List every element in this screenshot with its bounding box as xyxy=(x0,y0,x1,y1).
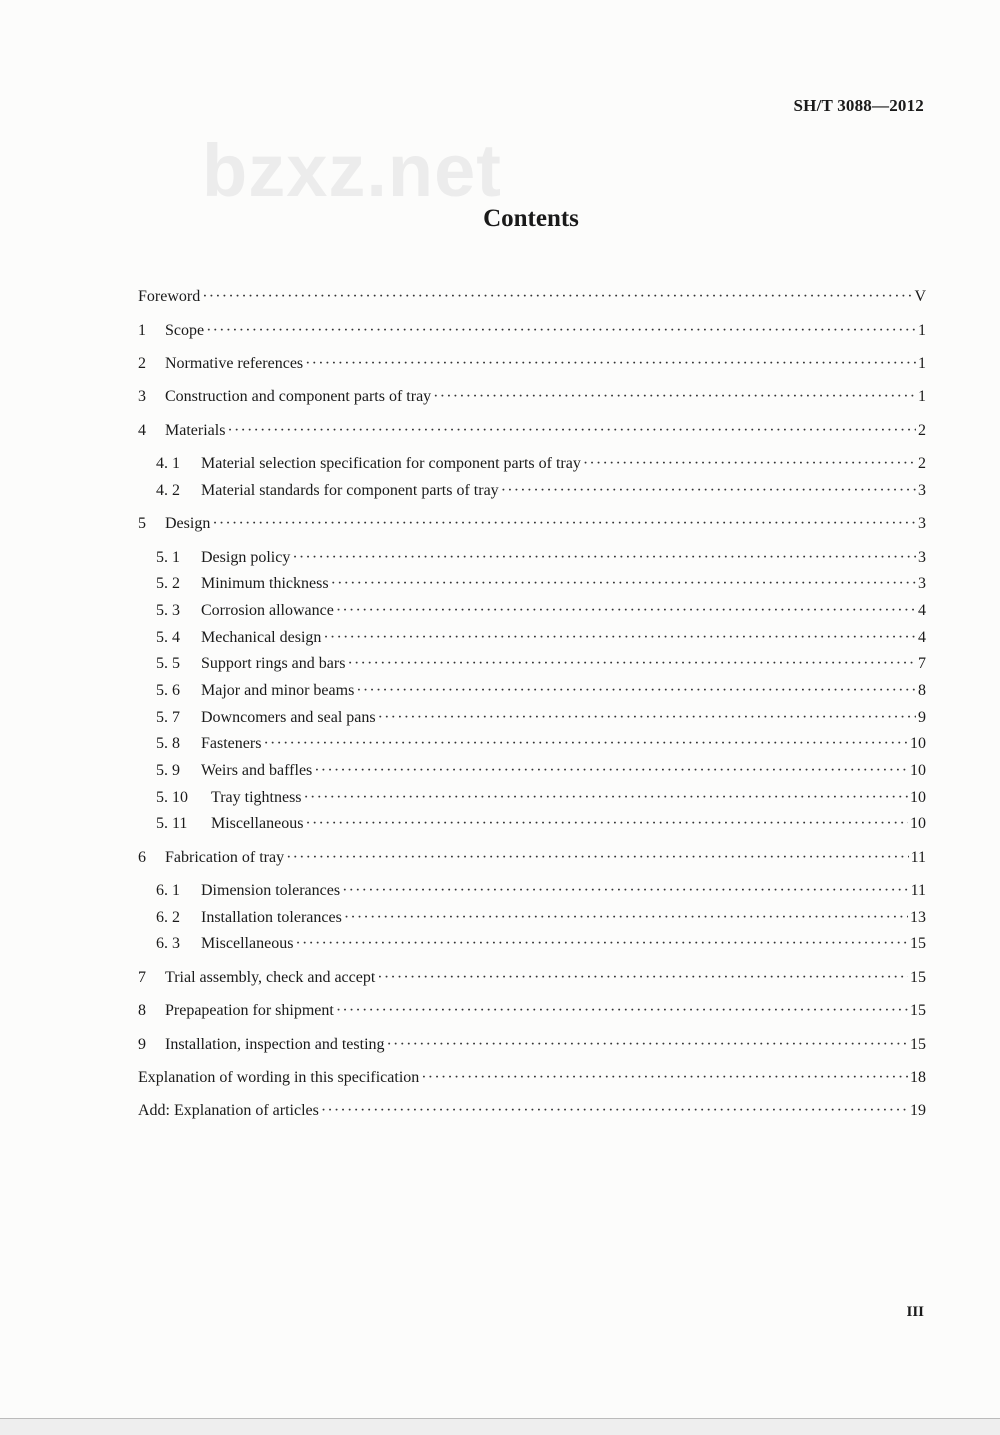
toc-entry-page: 10 xyxy=(910,815,926,832)
toc-subentry[interactable] xyxy=(156,679,926,703)
toc-entry-page: 3 xyxy=(918,575,926,592)
toc-subentry[interactable] xyxy=(156,479,926,503)
toc-entry-number: 5. 9 xyxy=(156,762,180,779)
toc-entry-number: 6 xyxy=(138,849,146,866)
toc-entry[interactable] xyxy=(138,319,926,343)
toc-entry-label: Corrosion allowance xyxy=(201,602,334,619)
toc-entry-label: Miscellaneous xyxy=(201,935,294,952)
toc-entry-page: 8 xyxy=(918,682,926,699)
toc-entry-label: Miscellaneous xyxy=(211,815,304,832)
toc-entry-label: Foreword xyxy=(138,288,201,305)
dot-leader xyxy=(305,352,916,376)
toc-entry-number: 5. 2 xyxy=(156,575,180,592)
dot-leader xyxy=(387,1033,908,1057)
toc-entry-number: 6. 2 xyxy=(156,909,180,926)
toc-entry[interactable] xyxy=(138,419,926,443)
toc-entry-number: 9 xyxy=(138,1036,146,1053)
toc-entry[interactable] xyxy=(138,512,926,536)
toc-entry-number: 5. 6 xyxy=(156,682,180,699)
toc-entry-page: 1 xyxy=(918,355,926,372)
toc-subentry[interactable] xyxy=(156,906,926,930)
standard-code: SH/T 3088—2012 xyxy=(793,96,924,115)
dot-leader xyxy=(305,812,908,836)
toc-subentry[interactable] xyxy=(156,732,926,756)
toc-entry[interactable] xyxy=(138,385,926,409)
toc-entry-page: 3 xyxy=(918,482,926,499)
toc-entry-page: 18 xyxy=(910,1069,926,1086)
toc-entry-number: 1 xyxy=(138,322,146,339)
toc-entry-number: 5. 1 xyxy=(156,549,180,566)
dot-leader xyxy=(336,999,908,1023)
dot-leader xyxy=(583,452,916,476)
toc-entry-label: Installation, inspection and testing xyxy=(165,1036,385,1053)
toc-subentry[interactable] xyxy=(156,759,926,783)
toc-entry-number: 5. 11 xyxy=(156,815,188,832)
toc-entry-page: 15 xyxy=(910,1036,926,1053)
toc-entry-label: Weirs and baffles xyxy=(201,762,313,779)
toc-entry-label: Fabrication of tray xyxy=(165,849,285,866)
toc-entry-number: 5. 5 xyxy=(156,655,180,672)
dot-leader xyxy=(295,932,908,956)
toc-entry-label: Construction and component parts of tray xyxy=(165,388,432,405)
toc-entry[interactable] xyxy=(138,846,926,870)
toc-entry-label: Design xyxy=(165,515,211,532)
toc-entry-label: Dimension tolerances xyxy=(201,882,341,899)
toc-entry-page: 15 xyxy=(910,1002,926,1019)
toc-entry[interactable] xyxy=(138,999,926,1023)
dot-leader xyxy=(212,512,916,536)
toc-entry-number: 5. 7 xyxy=(156,709,180,726)
dot-leader xyxy=(347,652,916,676)
toc-entry-label: Scope xyxy=(165,322,205,339)
toc-entry-label: Material selection specification for component parts of tray xyxy=(201,455,581,472)
toc-entry-explanation-articles[interactable] xyxy=(138,1099,926,1123)
toc-entry-label: Downcomers and seal pans xyxy=(201,709,376,726)
toc-entry-label: Prepapeation for shipment xyxy=(165,1002,334,1019)
toc-entry-page: V xyxy=(914,288,926,305)
dot-leader xyxy=(501,479,916,503)
toc-entry-label: Installation tolerances xyxy=(201,909,342,926)
toc-entry[interactable] xyxy=(138,352,926,376)
dot-leader xyxy=(344,906,908,930)
toc-entry-page: 3 xyxy=(918,549,926,566)
toc-entry-page: 4 xyxy=(918,602,926,619)
toc-entry-label: Support rings and bars xyxy=(201,655,346,672)
toc-entry-label: Design policy xyxy=(201,549,291,566)
toc-entry-number: 7 xyxy=(138,969,146,986)
toc-entry-number: 5. 4 xyxy=(156,629,180,646)
toc-subentry[interactable] xyxy=(156,452,926,476)
dot-leader xyxy=(321,1099,908,1123)
toc-subentry[interactable] xyxy=(156,572,926,596)
page-number: III xyxy=(906,1304,924,1320)
toc-entry-number: 6. 3 xyxy=(156,935,180,952)
toc-subentry[interactable] xyxy=(156,546,926,570)
toc-entry-page: 10 xyxy=(910,735,926,752)
toc-entry-label: Explanation of wording in this specification xyxy=(138,1069,420,1086)
dot-leader xyxy=(206,319,916,343)
toc-entry-explanation-wording[interactable] xyxy=(138,1066,926,1090)
dot-leader xyxy=(286,846,909,870)
toc-entry-label: Add: Explanation of articles xyxy=(138,1102,319,1119)
toc-entry-page: 3 xyxy=(918,515,926,532)
toc-subentry[interactable] xyxy=(156,812,926,836)
toc-entry-number: 5. 10 xyxy=(156,789,188,806)
dot-leader xyxy=(314,759,908,783)
toc-entry-page: 7 xyxy=(918,655,926,672)
toc-entry-page: 11 xyxy=(910,849,926,866)
toc-subentry[interactable] xyxy=(156,932,926,956)
toc-entry-page: 13 xyxy=(910,909,926,926)
dot-leader xyxy=(433,385,916,409)
toc-entry-number: 5 xyxy=(138,515,146,532)
toc-entry[interactable] xyxy=(138,1033,926,1057)
dot-leader xyxy=(342,879,909,903)
toc-entry-label: Normative references xyxy=(165,355,304,372)
toc-entry-number: 5. 3 xyxy=(156,602,180,619)
page-title: Contents xyxy=(483,205,579,232)
toc-entry-page: 1 xyxy=(918,322,926,339)
toc-entry-label: Fasteners xyxy=(201,735,262,752)
dot-leader xyxy=(378,706,916,730)
dot-leader xyxy=(331,572,916,596)
scan-edge xyxy=(0,1418,1000,1435)
toc-entry-number: 8 xyxy=(138,1002,146,1019)
toc-entry-number: 3 xyxy=(138,388,146,405)
dot-leader xyxy=(377,966,908,990)
toc-entry-page: 10 xyxy=(910,789,926,806)
toc-subentry[interactable] xyxy=(156,786,926,810)
toc-entry-foreword[interactable] xyxy=(138,285,926,309)
toc-entry-page: 2 xyxy=(918,422,926,439)
dot-leader xyxy=(202,285,912,309)
toc-entry-page: 11 xyxy=(910,882,926,899)
toc-entry-number: 2 xyxy=(138,355,146,372)
watermark: bzxz.net xyxy=(202,129,502,212)
toc-entry-page: 1 xyxy=(918,388,926,405)
toc-entry-label: Mechanical design xyxy=(201,629,322,646)
toc-entry-number: 5. 8 xyxy=(156,735,180,752)
dot-leader xyxy=(227,419,916,443)
toc-subentry[interactable] xyxy=(156,599,926,623)
toc-entry-label: Minimum thickness xyxy=(201,575,329,592)
toc-entry-label: Trial assembly, check and accept xyxy=(165,969,376,986)
toc-entry-number: 4. 1 xyxy=(156,455,180,472)
toc-subentry[interactable] xyxy=(156,879,926,903)
toc-entry-page: 10 xyxy=(910,762,926,779)
toc-subentry[interactable] xyxy=(156,652,926,676)
toc-subentry[interactable] xyxy=(156,706,926,730)
toc-entry-page: 19 xyxy=(910,1102,926,1119)
toc-entry-page: 15 xyxy=(910,969,926,986)
toc-entry-number: 4. 2 xyxy=(156,482,180,499)
dot-leader xyxy=(292,546,916,570)
dot-leader xyxy=(356,679,916,703)
toc-entry-label: Material standards for component parts of tray xyxy=(201,482,499,499)
dot-leader xyxy=(304,786,908,810)
toc-entry-number: 4 xyxy=(138,422,146,439)
dot-leader xyxy=(336,599,916,623)
dot-leader xyxy=(421,1066,908,1090)
toc-entry-number: 6. 1 xyxy=(156,882,180,899)
toc-subentry[interactable] xyxy=(156,626,926,650)
dot-leader xyxy=(263,732,908,756)
toc-entry[interactable] xyxy=(138,966,926,990)
toc-entry-label: Tray tightness xyxy=(211,789,302,806)
toc-entry-page: 2 xyxy=(918,455,926,472)
toc-entry-page: 9 xyxy=(918,709,926,726)
toc-entry-label: Materials xyxy=(165,422,226,439)
dot-leader xyxy=(323,626,916,650)
toc-entry-page: 4 xyxy=(918,629,926,646)
toc-entry-page: 15 xyxy=(910,935,926,952)
toc-entry-label: Major and minor beams xyxy=(201,682,355,699)
